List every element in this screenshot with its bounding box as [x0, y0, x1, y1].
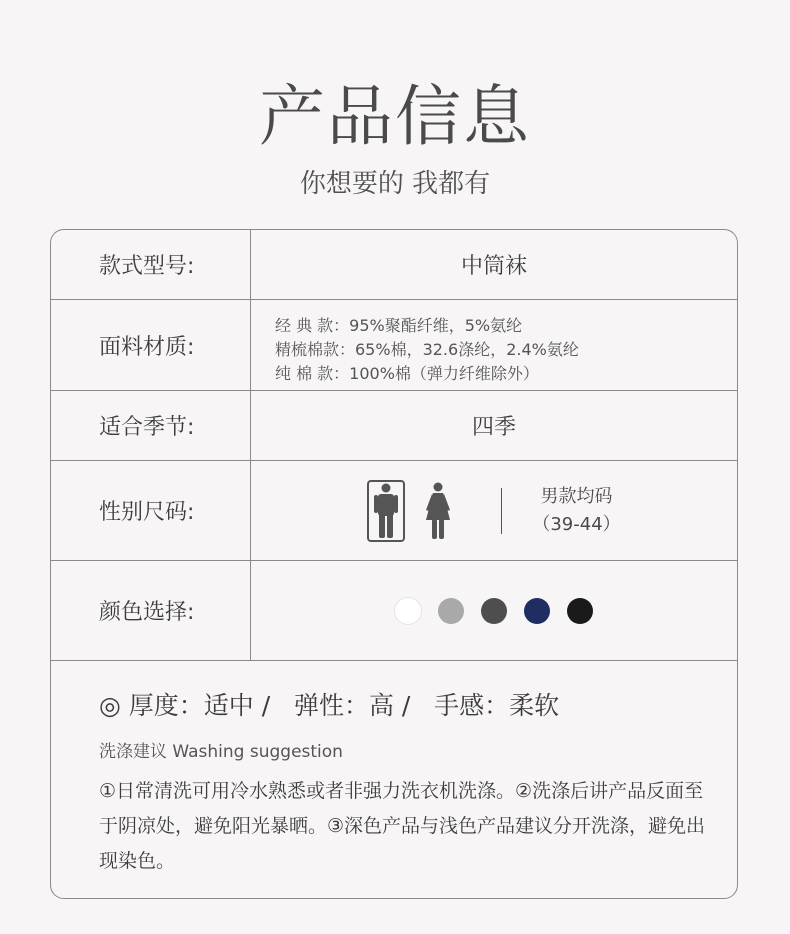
product-info-card [50, 229, 738, 899]
fabric-pure-cotton: 纯 棉 款：100%棉（弹力纤维除外） [275, 364, 539, 383]
season-value: 四季 [471, 415, 516, 440]
row-color [51, 561, 737, 661]
size-range: （39-44） [532, 513, 621, 535]
row-style [51, 230, 737, 300]
style-label: 款式型号: [51, 230, 251, 299]
color-swatch-dark-gray[interactable] [481, 598, 507, 624]
color-swatch-white[interactable] [395, 598, 421, 624]
fabric-list [275, 314, 579, 386]
page-title: 产品信息 [259, 78, 531, 155]
style-value: 中筒袜 [460, 254, 527, 279]
product-properties: ◎ 厚度：适中 / 弹性：高 / 手感：柔软 [99, 691, 560, 720]
fabric-classic: 经 典 款：95%聚酯纤维，5%氨纶 [275, 316, 523, 335]
color-swatch-navy[interactable] [524, 598, 550, 624]
size-divider [501, 488, 502, 534]
size-label: 性别尺码: [51, 461, 251, 560]
female-icon[interactable] [419, 480, 457, 542]
row-season [51, 391, 737, 461]
color-swatch-light-gray[interactable] [438, 598, 464, 624]
color-value-cell [251, 561, 737, 660]
page-subtitle: 你想要的 我都有 [299, 169, 491, 199]
size-options [367, 480, 620, 542]
season-label: 适合季节: [51, 391, 251, 460]
size-text [532, 483, 620, 539]
size-gender-label: 男款均码 [540, 485, 613, 507]
color-swatch-black[interactable] [567, 598, 593, 624]
washing-instructions: ①日常清洗可用冷水熟悉或者非强力洗衣机洗涤。②洗涤后讲产品反面至于阴凉处，避免阳光暴晒。③深色产品与浅色产品建议分开洗涤，避免出现染色。 [99, 780, 706, 872]
size-value-cell [251, 461, 737, 560]
color-swatches [395, 598, 593, 624]
row-size [51, 461, 737, 561]
washing-title: 洗涤建议 Washing suggestion [99, 742, 343, 762]
fabric-combed-cotton: 精梳棉款：65%棉，32.6涤纶，2.4%氨纶 [275, 340, 579, 359]
male-icon[interactable] [367, 480, 405, 542]
fabric-label: 面料材质: [51, 300, 251, 390]
color-label: 颜色选择: [51, 561, 251, 660]
